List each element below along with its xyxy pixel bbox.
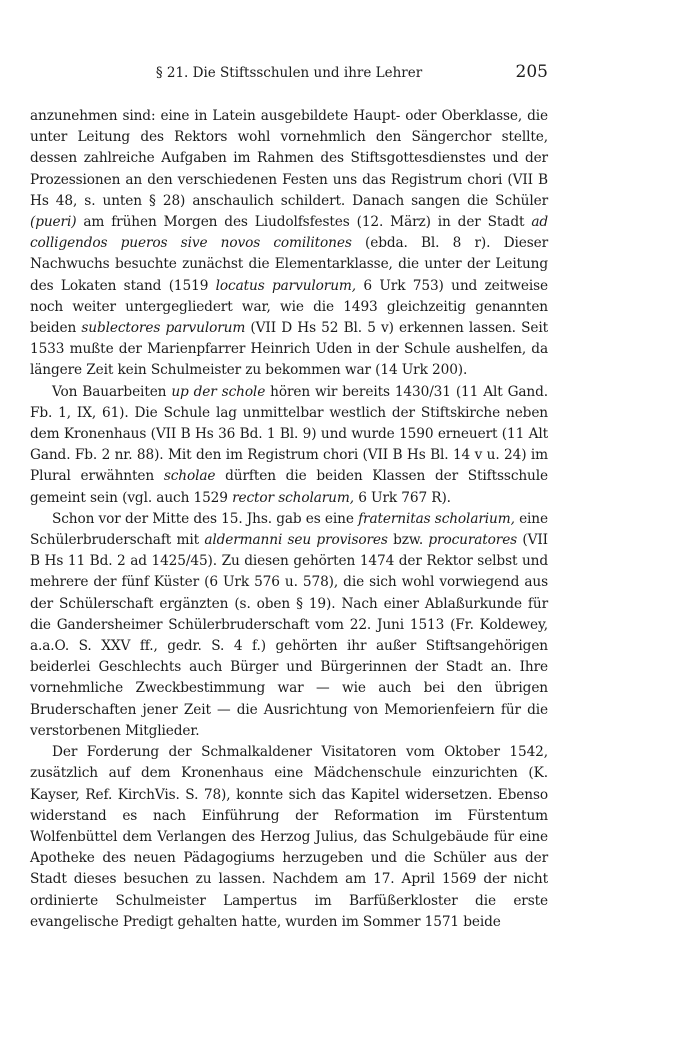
italic-phrase: up der schole <box>171 383 266 400</box>
text-run: hören wir bereits 1430/31 (11 Alt Gand. Fb. 1, IX, 61). Die Schule lag unmittelbar westlich der Stiftskirche neben dem Kronenhaus (VII B Hs 36 Bd. 1 Bl. 9) und wurde 1590 erneuert (11 Alt Gand. Fb. 2 nr. 88). Mit den im Registrum chori (VII B Hs Bl. 14 v u. 24) im Plural erwähnten <box>30 383 548 485</box>
italic-phrase: aldermanni seu provisores <box>204 532 388 549</box>
page-number: 205 <box>515 62 548 82</box>
italic-phrase: procuratores <box>428 532 518 549</box>
text-run: anzunehmen sind: eine in Latein ausgebildete Haupt- oder Oberklasse, die unter Leitung des Rektors wohl vornehmlich den Sängerchor stellte, dessen zahlreiche Aufgaben im Rahmen des Stiftsgottesdienstes und der Prozessionen an den verschiedenen Festen uns das Registrum chori (VII B Hs 48, s. unten § 28) anschaulich schildert. Danach sangen die Schüler <box>30 108 548 209</box>
text-run: am frühen Morgen des Liudolfsfestes (12. März) in der Stadt <box>76 214 532 231</box>
italic-phrase: rector scholarum, <box>232 489 354 506</box>
italic-phrase: sublectores parvulorum <box>81 320 246 337</box>
italic-phrase: (pueri) <box>30 214 77 231</box>
text-run: Schon vor der Mitte des 15. Jhs. gab es eine <box>52 510 359 527</box>
text-run: 6 Urk 753) und zeitweise noch weiter untergegliedert war, wie die 1493 gleichzeitig genannten beiden <box>30 277 548 337</box>
text-run: bzw. <box>387 532 429 549</box>
italic-phrase: fraternitas scholarium, <box>358 510 515 527</box>
paragraph <box>30 509 548 742</box>
running-head: § 21. Die Stiftsschulen und ihre Lehrer <box>155 65 423 81</box>
paragraph <box>30 742 548 933</box>
text-run: eine Schülerbruderschaft mit <box>30 510 548 549</box>
paragraph <box>30 106 548 382</box>
text-run: (VII D Hs 52 Bl. 5 v) erkennen lassen. Seit 1533 mußte der Marienpfarrer Heinrich Uden in der Schule aushelfen, da längere Zeit kein Schulmeister zu bekommen war (14 Urk 200). <box>30 320 548 379</box>
page-header <box>30 62 548 86</box>
text-run: dürften die beiden Klassen der Stiftsschule gemeint sein (vgl. auch 1529 <box>30 468 548 506</box>
body-text <box>30 106 548 933</box>
text-run: (ebda. Bl. 8 r). Dieser Nachwuchs besuchte zunächst die Elementarklasse, die unter der Leitung des Lokaten stand (1519 <box>30 235 549 294</box>
italic-phrase: locatus parvulorum, <box>215 277 357 294</box>
text-run: 6 Urk 767 R). <box>353 489 451 506</box>
text-run: (VII B Hs 11 Bd. 2 ad 1425/45). Zu diesen gehörten 1474 der Rektor selbst und mehrere der fünf Küster (6 Urk 576 u. 578), die sich wohl vorwiegend aus der Schülerschaft ergänzten (s. oben § 19). Nach einer Ablaßurkunde für die Gandersheimer Schülerbruderschaft vom 22. Juni 1513 (Fr. Koldewey, a.a.O. S. XXV ff., gedr. S. 4 f.) gehörten ihr außer Stiftsangehörigen beiderlei Geschlechts auch Bürger und Bürgerinnen der Stadt an. Ihre vornehmliche Zweckbestimmung war — wie auch bei den übrigen Bruderschaften jener Zeit — die Ausrichtung von Memorienfeiern für die verstorbenen Mitglieder. <box>30 532 548 739</box>
text-run: Von Bauarbeiten <box>52 383 172 400</box>
italic-phrase: scholae <box>163 468 216 485</box>
paragraph <box>30 382 548 509</box>
text-run: Der Forderung der Schmalkaldener Visitatoren vom Oktober 1542, zusätzlich auf dem Kronenhaus eine Mädchenschule einzurichten (K. Kayser, Ref. KirchVis. S. 78), konnte sich das Kapitel widersetzen. Ebenso widerstand es nach Einführung der Reformation im Fürstentum Wolfenbüttel dem Verlangen des Herzog Julius, das Schulgebäude für eine Apotheke des neuen Pädagogiums herzugeben und die Schüler aus der Stadt dieses besuchen zu lassen. Nachdem am 17. April 1569 der nicht ordinierte Schulmeister Lampertus im Barfüßerkloster die erste evangelische Predigt gehalten hatte, wurden im Sommer 1571 beide <box>30 744 548 930</box>
italic-phrase: ad colligendos pueros sive novos comilitones <box>30 214 548 252</box>
